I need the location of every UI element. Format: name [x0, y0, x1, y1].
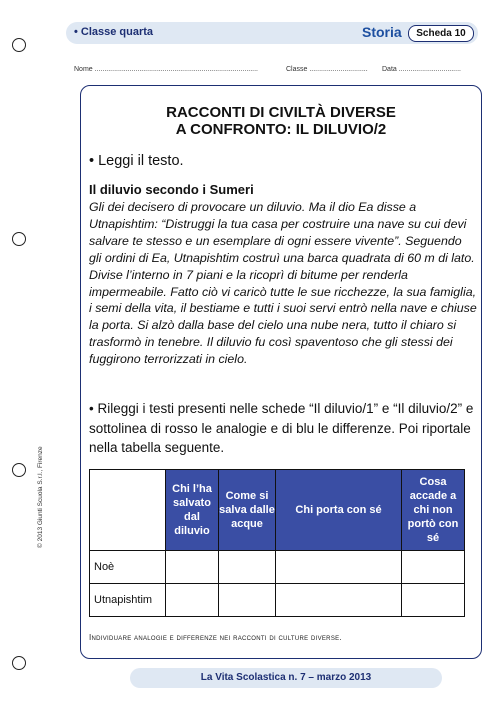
header-who-saved: Chi l’ha salvato dal diluvio — [166, 470, 219, 551]
header-what-happens: Cosa accade a chi non portò con sé — [402, 470, 465, 551]
header-who-brings: Chi porta con sé — [276, 470, 402, 551]
table-corner-cell — [90, 470, 166, 551]
answer-cell[interactable] — [402, 584, 465, 617]
instruction-read: • Leggi il testo. — [89, 153, 184, 169]
subject-label: Storia — [362, 24, 402, 40]
story-text: Gli dei decisero di provocare un diluvio. Ma il dio Ea disse a Utnapishtim: “Distruggi la tua casa per costruire una nave su cui devi salvare te stesso e un esemplare di ogni essere vivente”. Seguendo gli ordini di Ea, Utnapishtim costruì una barca quadrata di 60 m di lato. Divise l’interno in 7 piani e la ricoprì di bitume per renderla impermeabile. Fatto ciò vi caricò tutte le sue ricchezze, la sua famiglia, i semi della vita, il bestiame e tutti i suoi servi entrò nella nave e chiuse la porta. Si alzò dalla base del cielo una nube nera, tutto il chiaro si trasformò in tenebre. Il diluvio fu così spaventoso che gli stessi dei fuggirono terrorizzati in cielo. — [89, 200, 477, 367]
answer-cell[interactable] — [166, 584, 219, 617]
answer-cell[interactable] — [219, 551, 276, 584]
header-bar — [66, 22, 478, 44]
worksheet-title — [81, 104, 481, 138]
answer-cell[interactable] — [276, 584, 402, 617]
worksheet-card — [80, 85, 482, 659]
table-row — [90, 551, 465, 584]
sheet-number: Scheda 10 — [408, 25, 474, 42]
binder-hole-4 — [12, 656, 26, 670]
row-label-noe: Noè — [90, 551, 166, 584]
table-row — [90, 584, 465, 617]
title-line-1: RACCONTI DI CIVILTÀ DIVERSE — [166, 104, 396, 121]
answer-cell[interactable] — [166, 551, 219, 584]
answer-cell[interactable] — [219, 584, 276, 617]
name-field[interactable]: Nome .................................................................................... — [74, 66, 258, 73]
story-subtitle: Il diluvio secondo i Sumeri — [89, 182, 254, 197]
comparison-table — [89, 469, 465, 617]
binder-hole-2 — [12, 232, 26, 246]
answer-cell[interactable] — [276, 551, 402, 584]
class-label: • Classe quarta — [74, 26, 154, 38]
footer-bar: La Vita Scolastica n. 7 – marzo 2013 — [130, 668, 442, 688]
date-field[interactable]: Data ................................ — [382, 66, 461, 73]
class-field[interactable]: Classe .............................. — [286, 66, 368, 73]
instruction-reread: • Rileggi i testi presenti nelle schede “Il diluvio/1” e “Il diluvio/2” e sottolinea di rosso le analogie e di blu le differenze. Poi riportale nella tabella seguente. — [89, 401, 474, 455]
binder-hole-3 — [12, 463, 26, 477]
header-how-saved: Come si salva dalle acque — [219, 470, 276, 551]
table-header-row — [90, 470, 465, 551]
title-line-2: A CONFRONTO: IL DILUVIO/2 — [175, 121, 387, 138]
binder-hole-1 — [12, 38, 26, 52]
learning-objective: Individuare analogie e differenze nei racconti di culture diverse. — [89, 633, 342, 642]
copyright-note: © 2013 Giunti Scuola S.r.l., Firenze — [37, 446, 44, 548]
row-label-utnapishtim: Utnapishtim — [90, 584, 166, 617]
answer-cell[interactable] — [402, 551, 465, 584]
